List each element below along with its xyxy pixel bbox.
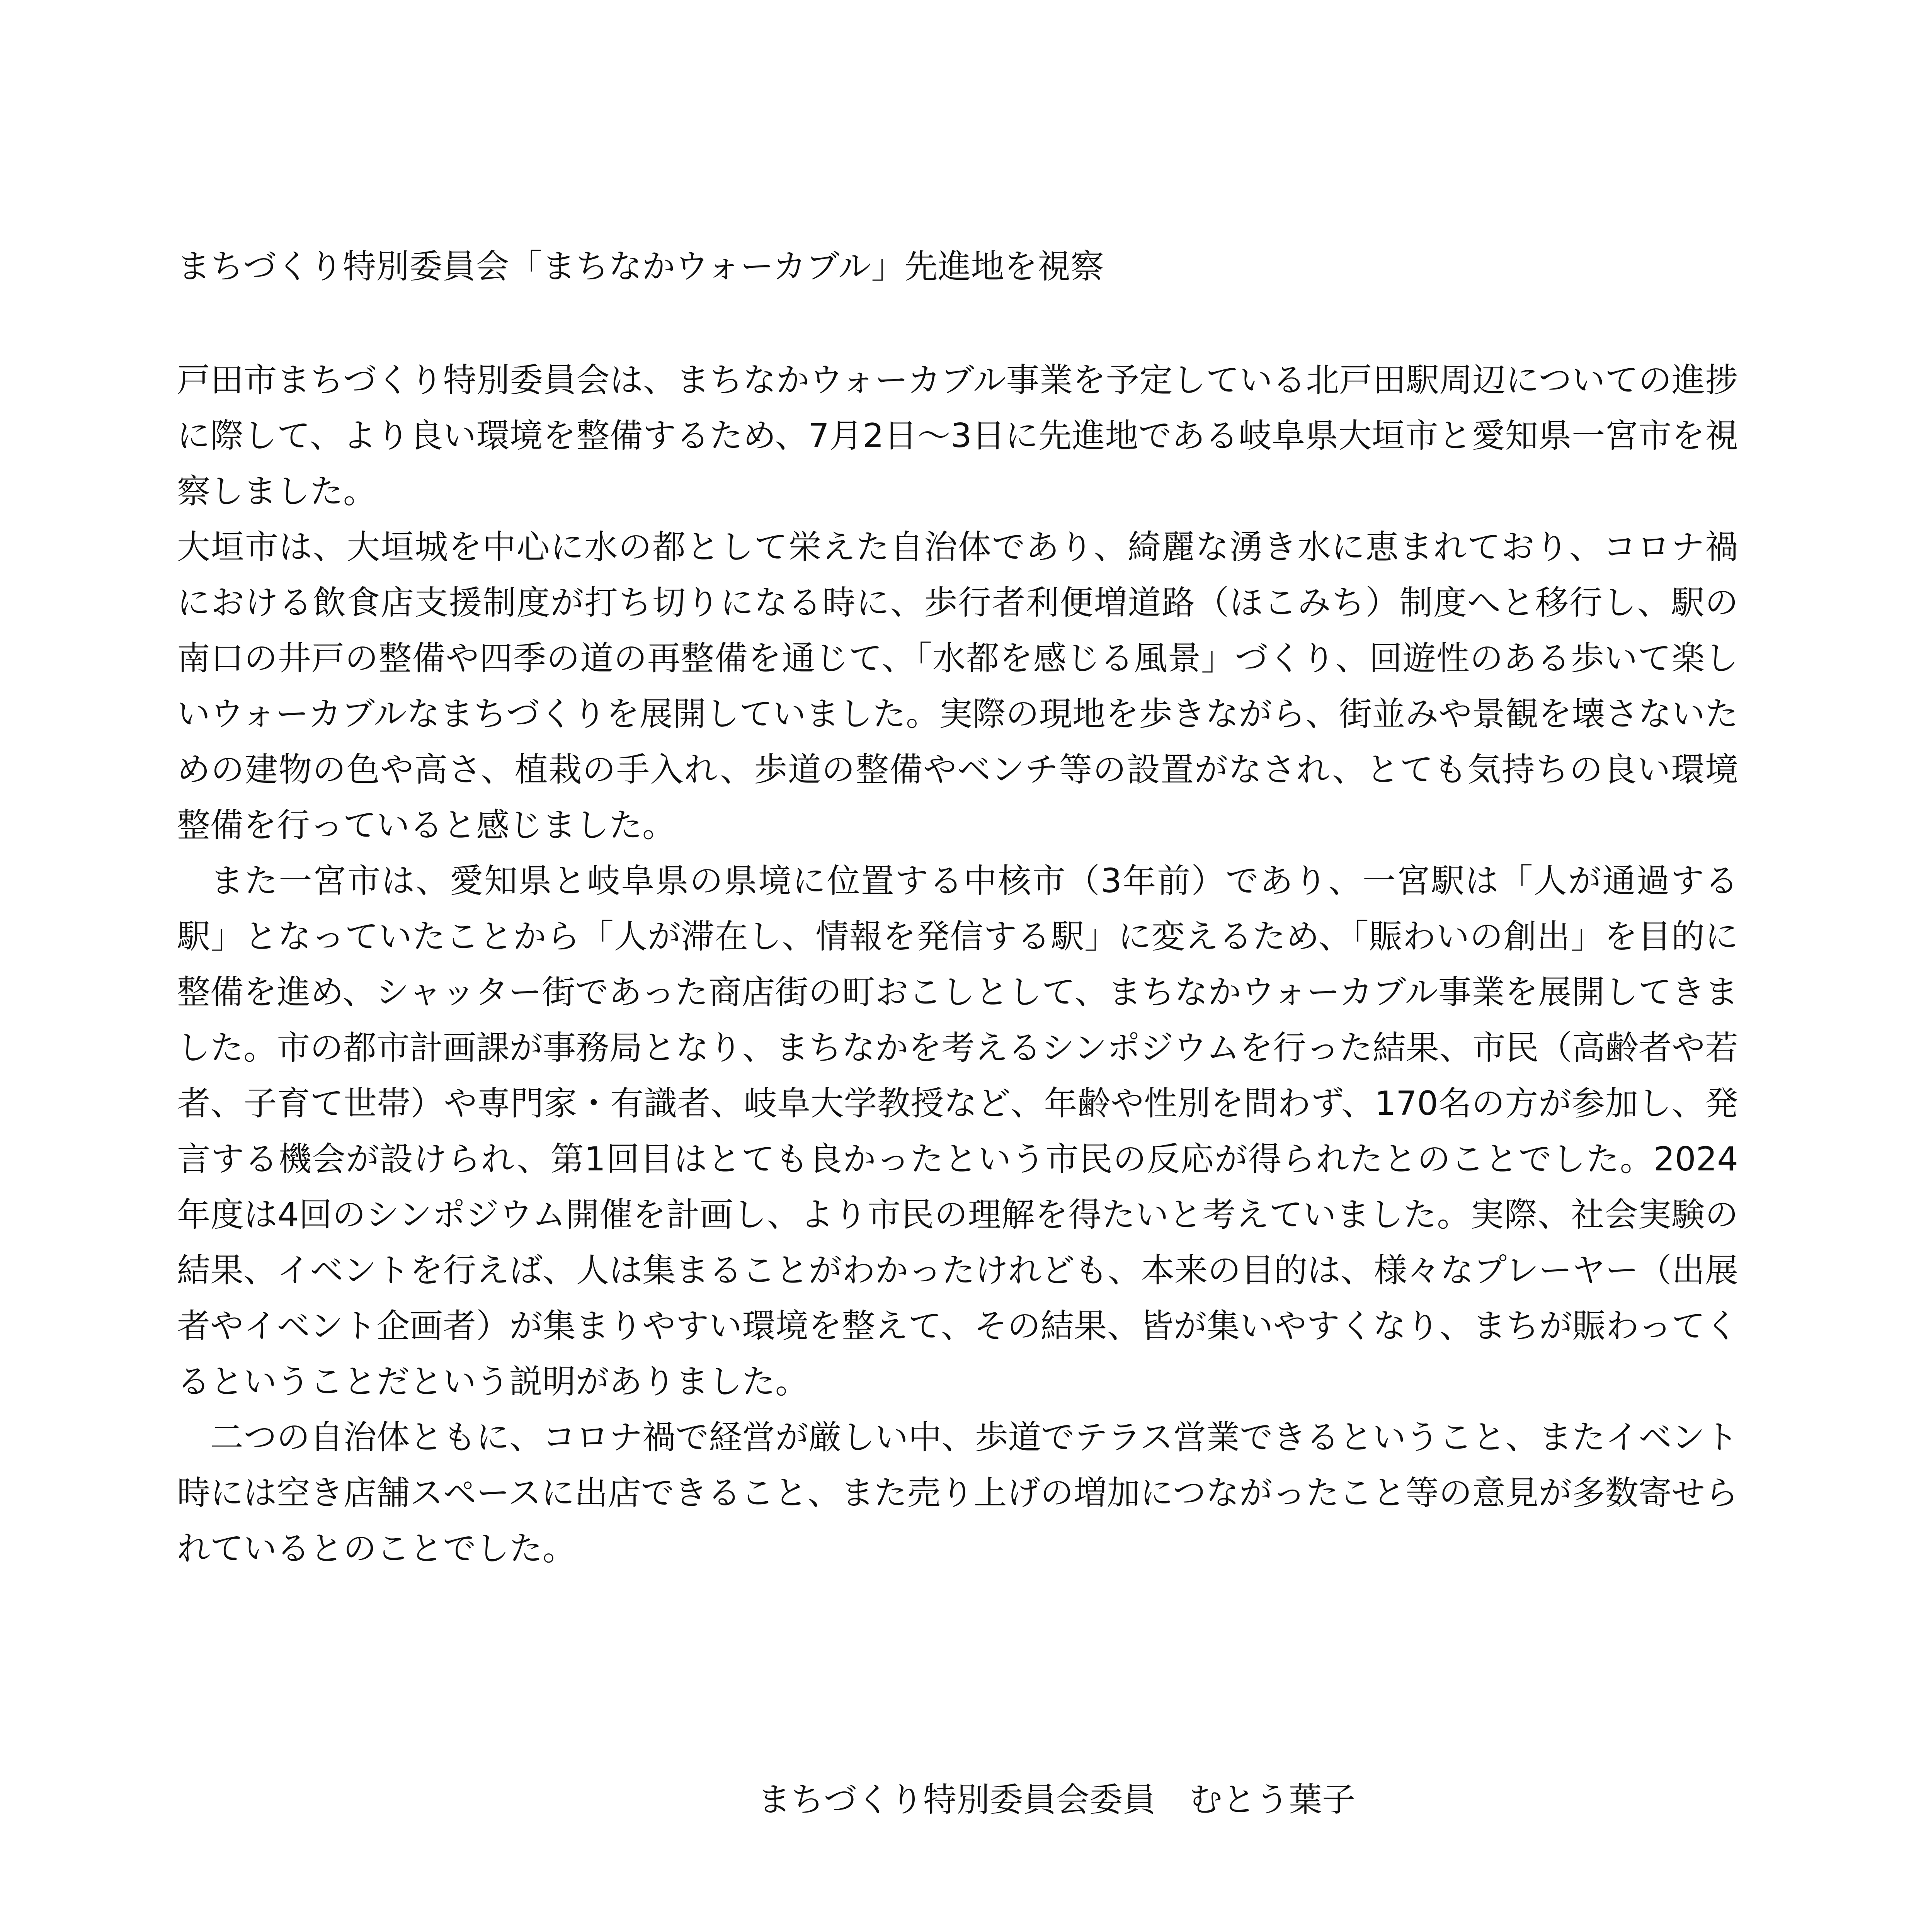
paragraph-ogaki: 大垣市は、大垣城を中心に水の都として栄えた自治体であり、綺麗な湧き水に恵まれており、コロナ禍における飲食店支援制度が打ち切りになる時に、歩行者利便増道路（ほこみち）制度へと移行し、駅の南口の井戸の整備や四季の道の再整備を通じて、「水都を感じる風景」づくり、回遊性のある歩いて楽しいウォーカブルなまちづくりを展開していました。実際の現地を歩きながら、街並みや景観を壊さないための建物の色や高さ、植栽の手入れ、歩道の整備やベンチ等の設置がなされ、とても気持ちの良い環境整備を行っていると感じました。: [177, 528, 1738, 845]
signature: [757, 1772, 1608, 1828]
paragraph-ichinomiya: また一宮市は、愛知県と岐阜県の県境に位置する中核市（3年前）であり、一宮駅は「人が通過する駅」となっていたことから「人が滞在し、情報を発信する駅」に変えるため、「賑わいの創出」を目的に整備を進め、シャッター街であった商店街の町おこしとして、まちなかウォーカブル事業を展開してきました。市の都市計画課が事務局となり、まちなかを考えるシンポジウムを行った結果、市民（高齢者や若者、子育て世帯）や専門家・有識者、岐阜大学教授など、年齢や性別を問わず、170名の方が参加し、発言する機会が設けられ、第1回目はとても良かったという市民の反応が得られたとのことでした。2024年度は4回のシンポジウム開催を計画し、より市民の理解を得たいと考えていました。実際、社会実験の結果、イベントを行えば、人は集まることがわかったけれども、本来の目的は、様々なプレーヤー（出展者やイベント企画者）が集まりやすい環境を整えて、その結果、皆が集いやすくなり、まちが賑わってくるということだという説明がありました。: [177, 862, 1738, 1401]
paragraph-conclusion: 二つの自治体ともに、コロナ禍で経営が厳しい中、歩道でテラス営業できるということ、またイベント時には空き店舗スペースに出店できること、また売り上げの増加につながったこと等の意見が多数寄せられているとのことでした。: [177, 1418, 1738, 1568]
signature-name: むとう葉子: [1189, 1781, 1356, 1819]
paragraph-intro: 戸田市まちづくり特別委員会は、まちなかウォーカブル事業を予定している北戸田駅周辺についての進捗に際して、より良い環境を整備するため、7月2日～3日に先進地である岐阜県大垣市と愛知県一宮市を視察しました。: [177, 361, 1738, 511]
article-title: まちづくり特別委員会「まちなかウォーカブル」先進地を視察: [177, 247, 1104, 286]
article-body: [177, 352, 1738, 1577]
signature-role: まちづくり特別委員会委員: [757, 1781, 1156, 1819]
